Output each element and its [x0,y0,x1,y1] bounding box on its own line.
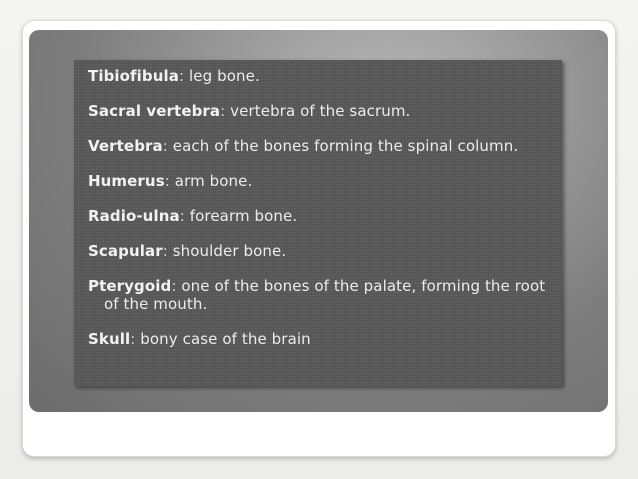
entry-definition: vertebra of the sacrum. [225,102,411,120]
entry-separator: : [171,277,177,295]
entry-definition: forearm bone. [184,207,298,225]
entry-term: Vertebra [88,137,163,155]
entry-term: Scapular [88,242,163,260]
entry-definition: one of the bones of the palate, forming the root of the mouth. [104,277,546,313]
entry-tibiofibula [88,67,552,85]
entry-term: Pterygoid [88,277,172,295]
entry-term: Sacral vertebra [88,102,221,120]
entry-separator: : [179,67,185,85]
entry-definition: shoulder bone. [167,242,287,260]
entry-separator: : [162,137,168,155]
entry-definition: arm bone. [169,172,253,190]
entry-term: Humerus [88,172,165,190]
entry-pterygoid [88,277,552,313]
entry-scapular [88,242,552,260]
entry-separator: : [162,242,168,260]
entry-definition: each of the bones forming the spinal column. [167,137,519,155]
entry-radio-ulna [88,207,552,225]
entry-skull [88,330,552,348]
entry-sacral-vertebra [88,102,552,120]
entry-separator: : [164,172,170,190]
entry-separator: : [220,102,226,120]
entry-separator: : [179,207,185,225]
entry-term: Skull [88,330,131,348]
entry-term: Tibiofibula [88,67,180,85]
entry-humerus [88,172,552,190]
text-panel [74,60,562,386]
entry-vertebra [88,137,552,155]
entry-definition: leg bone. [184,67,260,85]
entry-separator: : [130,330,136,348]
entry-term: Radio-ulna [88,207,180,225]
entry-definition: bony case of the brain [135,330,311,348]
